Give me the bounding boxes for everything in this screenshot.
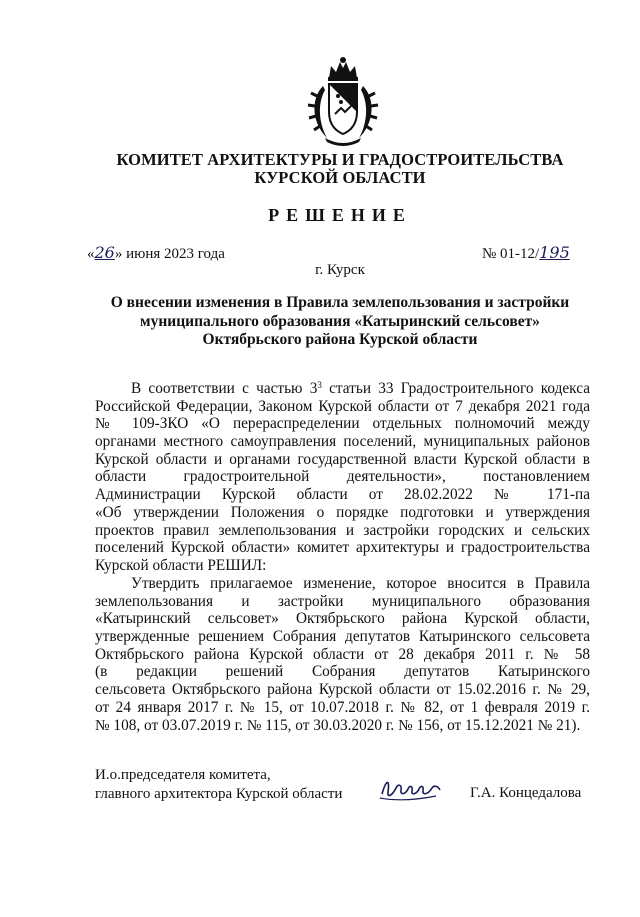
- organization-name-line1: КОМИТЕТ АРХИТЕКТУРЫ И ГРАДОСТРОИТЕЛЬСТВА: [116, 150, 564, 169]
- text-line: землепользования и застройки муниципального образования: [95, 592, 590, 610]
- paragraph-resolution: [95, 575, 590, 734]
- text-line: «Об утверждении Положения о порядке подготовки и утверждения: [95, 503, 590, 521]
- text-line: Курской области и органами государственной власти Курской области в: [95, 450, 590, 468]
- text-line: Администрации Курской области от 28.02.2022 № 171-па: [95, 486, 590, 504]
- text-line: органами местного самоуправления поселений, муниципальных районов: [95, 433, 590, 451]
- handwritten-signature: [376, 774, 446, 804]
- decision-title-line1: О внесении изменения в Правила землепользования и застройки: [110, 294, 570, 311]
- number-handwritten: 195: [539, 243, 570, 262]
- text-line: В соответствии с частью $3^3$ статьи 33 Градостроительного кодекса: [131, 380, 590, 397]
- text-line: Курской области РЕШИЛ:: [95, 556, 267, 574]
- text-line: № 108, от 03.07.2019 г. № 115, от 30.03.2020 г. № 156, от 15.12.2021 № 21).: [95, 716, 581, 734]
- signatory-name: Г.А. Концедалова: [470, 785, 582, 801]
- signatory-position-line2: главного архитектора Курской области: [95, 786, 343, 802]
- text-line: сельсовета Октябрьского района Курской области от 15.02.2016 г. № 29,: [95, 681, 590, 699]
- decision-title-line2: муниципального образования «Катыринский сельсовет»: [140, 313, 540, 330]
- text-line: области градостроительной деятельности», постановлением: [95, 468, 590, 486]
- document-number: [482, 243, 570, 263]
- decision-title-line3: Октябрьского района Курской области: [202, 331, 478, 348]
- text-line: Российской Федерации, Законом Курской области от 7 декабря 2021 года: [95, 397, 590, 415]
- document-type-heading: РЕШЕНИЕ: [268, 205, 412, 225]
- document-city: г. Курск: [315, 262, 365, 278]
- text-line: Утвердить прилагаемое изменение, которое вносится в Правила: [131, 575, 590, 592]
- text-line: (в редакции решений Собрания депутатов Катыринского: [95, 663, 590, 681]
- coat-of-arms-emblem: [305, 56, 381, 148]
- document-date: [87, 243, 225, 263]
- text-line: Октябрьского района Курской области от 28 декабря 2011 г. № 58: [95, 645, 590, 663]
- signatory-position-line1: И.о.председателя комитета,: [95, 767, 271, 783]
- text-line: от 24 января 2017 г. № 15, от 10.07.2018 г. № 82, от 1 февраля 2019 г.: [95, 698, 590, 716]
- date-day-handwritten: 26: [94, 243, 115, 262]
- text-line: проектов правил землепользования и застройки городских и сельских: [95, 521, 590, 539]
- text-line: № 109-ЗКО «О перераспределении отдельных полномочий между: [95, 415, 590, 433]
- text-line: утвержденные решением Собрания депутатов Катыринского сельсовета: [95, 628, 590, 646]
- organization-name-line2: КУРСКОЙ ОБЛАСТИ: [254, 168, 426, 187]
- signatory-position: [95, 766, 342, 804]
- date-rest: » июня 2023 года: [114, 246, 225, 262]
- date-quote-open: «: [87, 246, 95, 262]
- text-line: «Катыринский сельсовет» Октябрьского района Курской области,: [95, 610, 590, 628]
- number-prefix: № 01-12/: [482, 246, 540, 262]
- paragraph-preamble: [95, 380, 590, 575]
- text-line: поселений Курской области» комитет архитектуры и градостроительства: [95, 539, 590, 557]
